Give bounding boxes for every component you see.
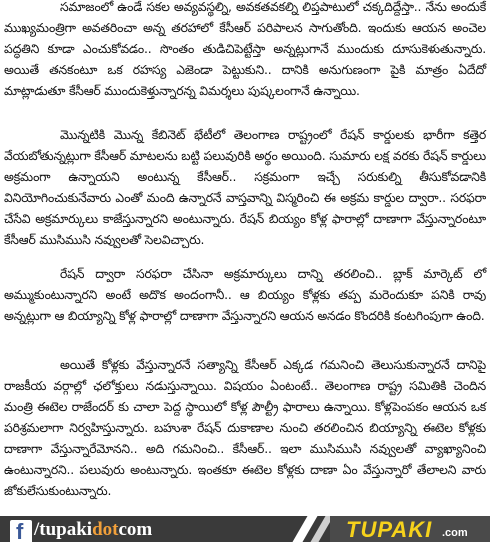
- facebook-letter: f: [16, 519, 24, 542]
- handle-suffix: com: [118, 519, 153, 540]
- footer-bar: [0, 516, 490, 542]
- article-paragraph: మొన్నటికి మొన్న కేబినెట్ భేటీలో తెలంగాణ రాష్ట్రంలో రేషన్ కార్డులకు భారీగా కత్తెర వేయబోతున్నట్లుగా కేసీఆర్ మాటలను బట్టి పలువురికి అర్థం అయింది. సుమారు లక్ష వరకు రేషన్ కార్డులు అక్రమంగా ఉన్నాయని అంటున్న కేసీఆర్.. సక్రమంగా ఇచ్చే సరుకుల్ని తీసుకోవడానికి వినియోగించుకునేవారు ఎంతో మంది ఉన్నారనే వాస్తవాన్ని విస్మరించి ఈ అక్రమ కార్డుల ద్వారా.. సరఫరా చేసేవి అక్రమార్కులు కాజేస్తున్నారని అంటున్నారు. రేషన్ బియ్యం కోళ్ల ఫారాల్లో దాణాగా వేస్తున్నారంటూ కేసీఆర్ ముసిముసి నవ్వులతో సెలవిచ్చారు.: [4, 127, 486, 247]
- handle-prefix: /tupaki: [34, 519, 93, 540]
- article-paragraph: అయితే కోళ్లకు వేస్తున్నారనే సత్యాన్ని కేసీఆర్ ఎక్కడ గమనించి తెలుసుకున్నారనే దానిపై రాజకీయ వర్గాల్లో ఛలోక్తులు నడుస్తున్నాయి. విషయం ఏంటంటే.. తెలంగాణ రాష్ట్ర సమితికి చెందిన మంత్రి ఈటెల రాజేందర్ కు చాలా పెద్ద స్థాయిలో కోళ్ల పౌల్ట్రీ ఫారాలు ఉన్నాయి. కోళ్లపెంపకం ఆయన ఒక పరిశ్రమలాగా నిర్వహిస్తున్నారు. బహుశా రేషన్ దుకాణాల నుంచి తరలించిన బియ్యాన్ని ఈటెల కోళ్లకు దాణాగా వేస్తున్నారేమోనని.. అది గమనించి.. కేసీఆర్.. ఇలా ముసిముసి నవ్వులతో వ్యాఖ్యానించి ఉంటున్నారని.. పలువురు అంటున్నారు. ఇంతకూ ఈటెల కోళ్లకు దాణా ఏం వేస్తున్నారో తేలాలని వారు జోకులేసుకుంటున్నారు.: [4, 357, 486, 498]
- article-paragraph: రేషన్ ద్వారా సరఫరా చేసినా అక్రమార్కులు దాన్ని తరలించి.. బ్లాక్ మార్కెట్ లో అమ్ముకుంటున్నారని అంటే అదొక అందంగానీ.. ఆ బియ్యం కోళ్లకు తప్ప మరెందుకూ పనికి రావు అన్నట్లుగా ఆ బియ్యాన్ని కోళ్ల ఫారాల్లో దాణాగా వేస్తున్నారని ఆయన అనడం కొందరికి కంటగింపుగా ఉంది.: [4, 266, 486, 323]
- facebook-icon[interactable]: [10, 520, 32, 542]
- logo-domain: .com: [442, 527, 468, 539]
- handle-dot: dot: [92, 519, 119, 540]
- article-paragraph: సమాజంలో ఉండే సకల అవ్యవస్థల్ని, అవకతవకల్ని లిప్తపాటులో చక్కదిద్దేస్తా.. నేను అందుకే ముఖ్యమంత్రిగా అవతరించా అన్న తరహాలో కేసీఆర్ పరిపాలన సాగుతోంది. ఇందుకు ఆయన అంచెల పద్ధతిని కూడా ఎంచుకోవడం.. సొంతం తుడిచిపెట్టేస్తా అన్నట్లుగానే ముందుకు దూసుకెళుతున్నారు. అయితే తనకంటూ ఒక రహస్య ఎజెండా పెట్టుకుని.. దానికి అనుగుణంగా పైకి మాత్రం ఏదేదో మాట్లాడుతూ కేసీఆర్ ముందుకెళ్తున్నారన్న విమర్శలు పుష్కలంగానే ఉన్నాయి.: [4, 0, 486, 98]
- tupaki-logo[interactable]: TUPAKI: [346, 517, 433, 542]
- facebook-handle-link[interactable]: [34, 519, 152, 541]
